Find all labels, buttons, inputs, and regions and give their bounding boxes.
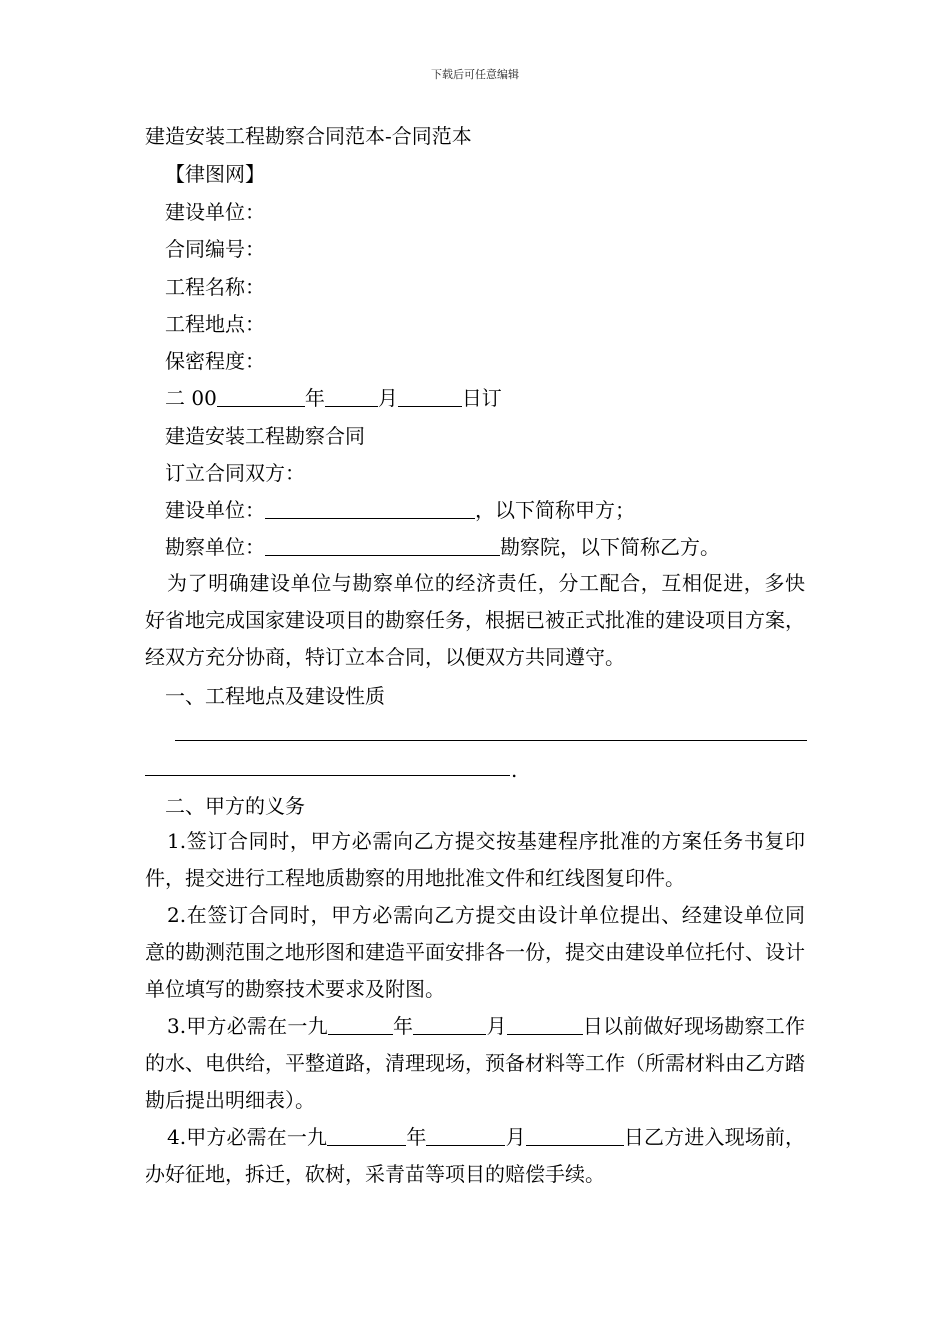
month-blank[interactable]: [325, 386, 378, 407]
item-4-month: 月: [505, 1125, 526, 1149]
year-text: 年: [304, 386, 325, 410]
page-header-note: 下载后可任意编辑: [431, 68, 519, 81]
item-4-year: 年: [406, 1125, 427, 1149]
preamble-paragraph: 为了明确建设单位与勘察单位的经济责任，分工配合，互相促进，多快好省地完成国家建设项目的勘察任务，根据已被正式批准的建设项目方案，经双方充分协商，特订立本合同，以便双方共同遵守。: [145, 571, 805, 669]
section-2-title: 二、甲方的义务: [165, 794, 305, 818]
obligation-item-4: [145, 1119, 805, 1193]
party-a-line: [165, 497, 635, 523]
item-4-day-blank[interactable]: [526, 1125, 624, 1146]
day-blank[interactable]: [398, 386, 462, 407]
item-3-month-blank[interactable]: [413, 1014, 486, 1035]
item-3-year: 年: [392, 1014, 414, 1038]
item-3-prefix: 3.甲方必需在一九: [167, 1014, 328, 1038]
obligation-item-3: [145, 1008, 805, 1119]
item-4-prefix: 4.甲方必需在一九: [167, 1125, 328, 1149]
party-b-blank[interactable]: [265, 535, 500, 556]
section-1-blank-line-1[interactable]: [175, 740, 807, 741]
signing-date-line: [165, 385, 502, 411]
party-a-label: 建设单位：: [165, 498, 265, 522]
party-b-label: 勘察单位：: [165, 535, 265, 559]
party-b-suffix: 勘察院，以下简称乙方。: [500, 535, 720, 559]
date-prefix: 二 00: [165, 386, 217, 410]
parties-heading: 订立合同双方：: [165, 461, 305, 485]
item-4-month-blank[interactable]: [426, 1125, 505, 1146]
item-3-text: 日以前做好现场勘察工作的水、电供给，平整道路，清理现场，预备材料等工作（所需材料由乙方踏勘后提出明细表）。: [145, 1014, 806, 1112]
source-label: 【律图网】: [165, 162, 265, 186]
item-3-month: 月: [486, 1014, 507, 1038]
section-1-blank-line-2[interactable]: [145, 775, 510, 776]
project-site-label: 工程地点：: [165, 312, 265, 336]
project-name-label: 工程名称：: [165, 275, 265, 299]
item-3-year-blank[interactable]: [328, 1014, 393, 1035]
section-1-end-mark: .: [511, 758, 518, 782]
contract-title: 建造安装工程勘察合同: [165, 424, 365, 448]
item-4-year-blank[interactable]: [327, 1125, 406, 1146]
secrecy-level-label: 保密程度：: [165, 349, 265, 373]
party-a-suffix: ，以下简称甲方；: [475, 498, 635, 522]
contract-number-label: 合同编号：: [165, 237, 265, 261]
section-1-title: 一、工程地点及建设性质: [165, 684, 385, 708]
item-4-text: 日乙方进入现场前，办好征地，拆迁，砍树，采青苗等项目的赔偿手续。: [145, 1125, 806, 1186]
month-text: 月: [377, 386, 398, 410]
builder-field-label: 建设单位：: [165, 200, 265, 224]
party-a-blank[interactable]: [265, 498, 475, 519]
document-title: 建造安装工程勘察合同范本-合同范本: [145, 124, 472, 148]
item-3-day-blank[interactable]: [507, 1014, 583, 1035]
obligation-item-1: 1.签订合同时，甲方必需向乙方提交按基建程序批准的方案任务书复印件，提交进行工程地质勘察的用地批准文件和红线图复印件。: [145, 829, 805, 890]
party-b-line: [165, 534, 720, 560]
obligation-item-2: 2.在签订合同时，甲方必需向乙方提交由设计单位提出、经建设单位同意的勘测范围之地形图和建造平面安排各一份，提交由建设单位托付、设计单位填写的勘察技术要求及附图。: [145, 903, 805, 1001]
day-signed-text: 日订: [461, 386, 502, 410]
year-blank[interactable]: [217, 386, 305, 407]
